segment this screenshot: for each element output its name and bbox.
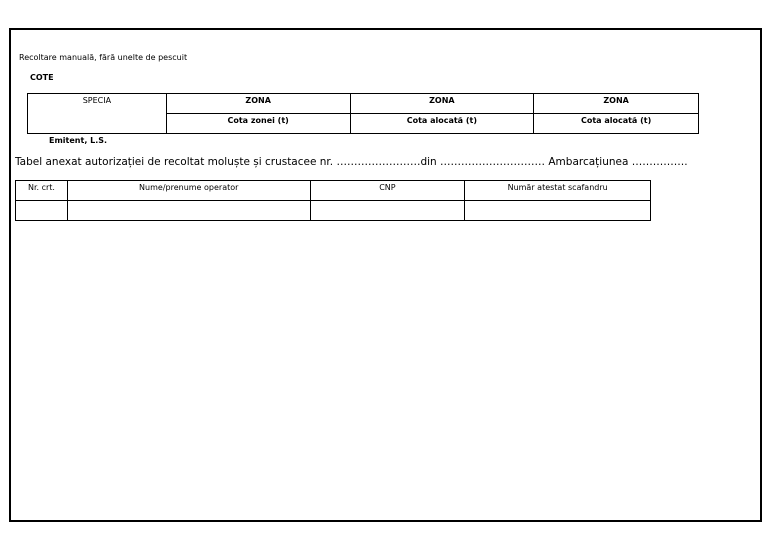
zone-header-1: ZONA: [166, 94, 350, 114]
header-cnp: CNP: [310, 181, 465, 201]
zone-header-2: ZONA: [350, 94, 534, 114]
table-row: [16, 201, 651, 221]
issuer-label: Emitent, L.S.: [49, 136, 108, 145]
header-diver-certificate: Număr atestat scafandru: [465, 181, 651, 201]
method-title: Recoltare manuală, fără unelte de pescuit: [19, 53, 188, 62]
operators-table: [15, 180, 651, 221]
table-row: [28, 94, 699, 114]
zone-header-3: ZONA: [534, 94, 699, 114]
table-row: [16, 181, 651, 201]
annex-title: Tabel anexat autorizației de recoltat moluște și crustacee nr. ……………………din ………………………… Ambarcațiunea …………….: [15, 156, 688, 168]
species-header: SPECIA: [28, 94, 167, 134]
header-operator-name: Nume/prenume operator: [67, 181, 310, 201]
empty-cell[interactable]: [465, 201, 651, 221]
allocated-quota-header-2: Cota alocată (t): [534, 114, 699, 134]
allocated-quota-header-1: Cota alocată (t): [350, 114, 534, 134]
quota-table: [27, 93, 699, 134]
empty-cell[interactable]: [310, 201, 465, 221]
quota-label: COTE: [30, 73, 54, 82]
zone-quota-header: Cota zonei (t): [166, 114, 350, 134]
empty-cell[interactable]: [67, 201, 310, 221]
header-nr-crt: Nr. crt.: [16, 181, 68, 201]
empty-cell[interactable]: [16, 201, 68, 221]
